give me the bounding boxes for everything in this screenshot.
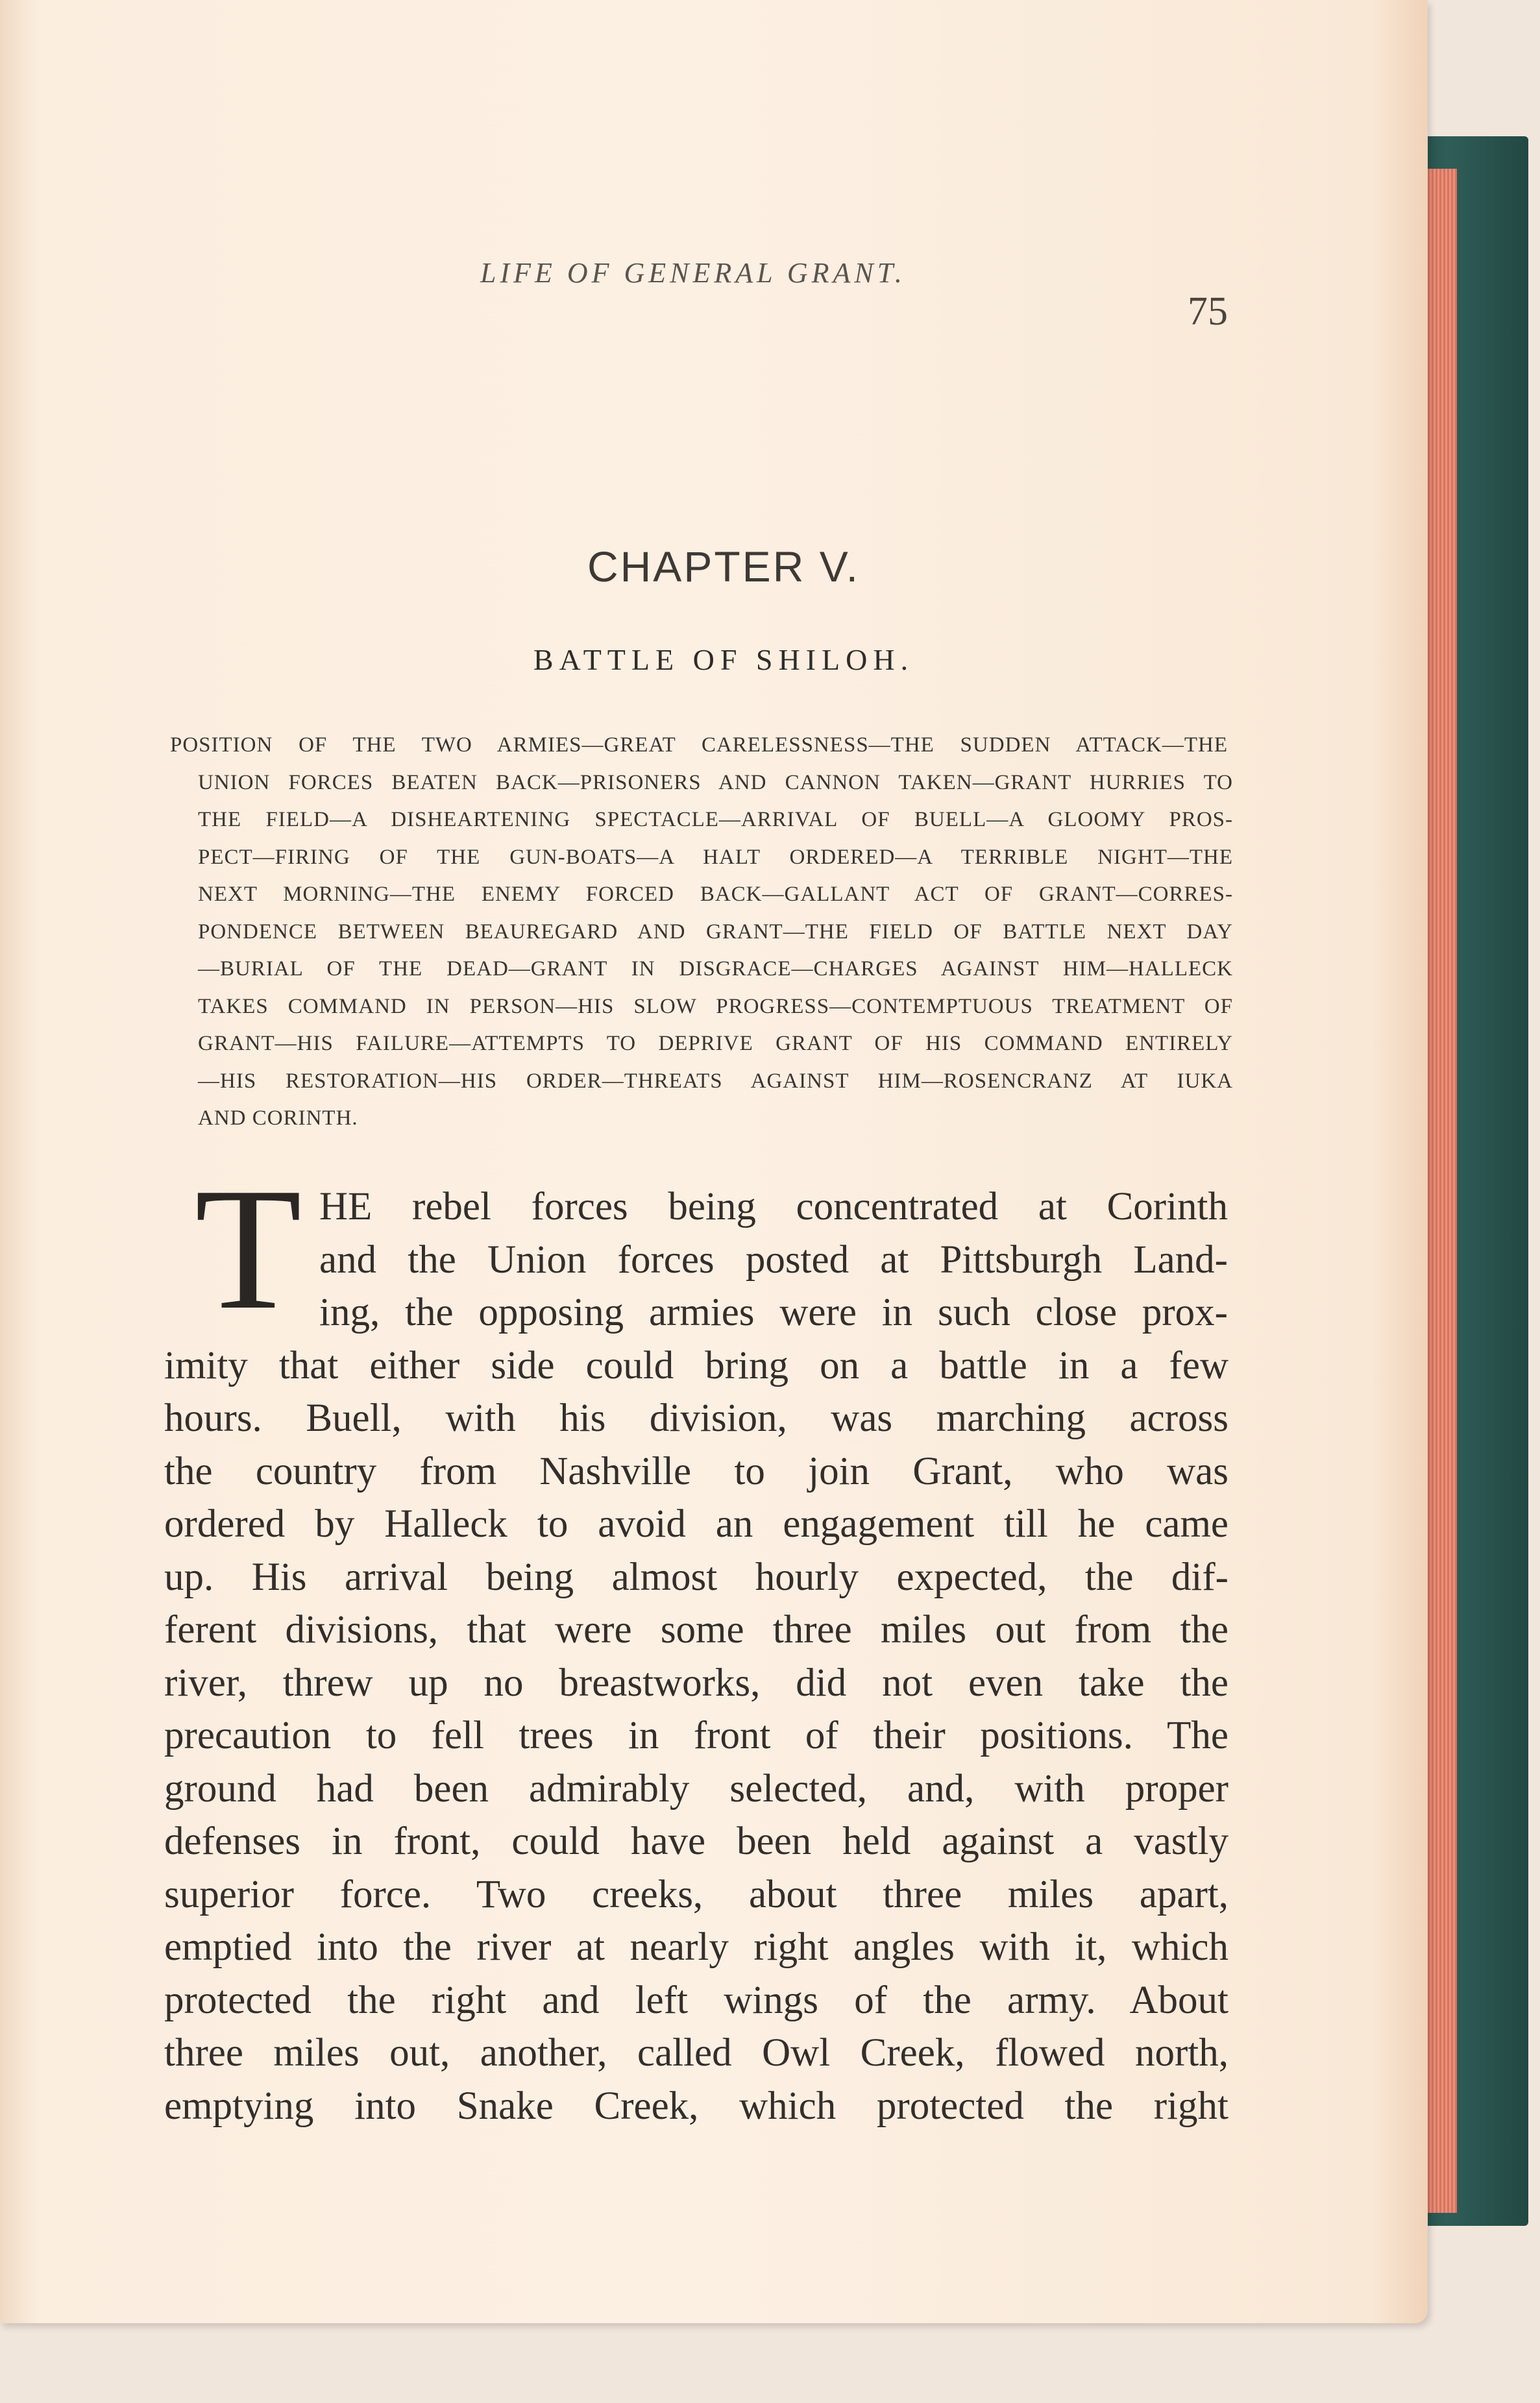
drop-cap: T [195, 1152, 302, 1346]
chapter-subtitle: BATTLE OF SHILOH. [533, 643, 914, 676]
body-line: precaution to fell trees in front of their positions. The [164, 1714, 1228, 1757]
body-line: superior force. Two creeks, about three miles apart, [164, 1872, 1228, 1916]
summary-line: —BURIAL OF THE DEAD—GRANT IN DISGRACE—CHARGES AGAINST HIM—HALLECK [198, 957, 1233, 981]
body-line: HE rebel forces being concentrated at Corinth [319, 1185, 1228, 1228]
body-line: defenses in front, could have been held against a vastly [164, 1820, 1228, 1863]
body-line: hours. Buell, with his division, was marching across [164, 1397, 1228, 1440]
summary-line: NEXT MORNING—THE ENEMY FORCED BACK—GALLANT ACT OF GRANT—CORRES- [198, 883, 1233, 906]
summary-line: AND CORINTH. [198, 1106, 358, 1130]
summary-line: THE FIELD—A DISHEARTENING SPECTACLE—ARRIVAL OF BUELL—A GLOOMY PROS- [198, 808, 1233, 831]
body-line: the country from Nashville to join Grant, who was [164, 1449, 1228, 1493]
body-line: ing, the opposing armies were in such close prox- [319, 1291, 1228, 1334]
body-line: three miles out, another, called Owl Creek, flowed north, [164, 2031, 1228, 2075]
body-line: up. His arrival being almost hourly expected, the dif- [164, 1555, 1228, 1599]
body-line: ground had been admirably selected, and, with proper [164, 1766, 1228, 1811]
running-head: LIFE OF GENERAL GRANT. [480, 257, 906, 289]
body-line: emptied into the river at nearly right angles with it, which [164, 1925, 1228, 1969]
summary-line: PECT—FIRING OF THE GUN-BOATS—A HALT ORDERED—A TERRIBLE NIGHT—THE [198, 845, 1233, 869]
body-line: imity that either side could bring on a battle in a few [164, 1343, 1228, 1387]
summary-line: GRANT—HIS FAILURE—ATTEMPTS TO DEPRIVE GRANT OF HIS COMMAND ENTIRELY [198, 1032, 1233, 1055]
summary-line: POSITION OF THE TWO ARMIES—GREAT CARELESSNESS—THE SUDDEN ATTACK—THE [170, 733, 1228, 757]
body-line: ferent divisions, that were some three miles out from the [164, 1608, 1228, 1652]
summary-line: UNION FORCES BEATEN BACK—PRISONERS AND CANNON TAKEN—GRANT HURRIES TO [198, 770, 1233, 794]
summary-line: PONDENCE BETWEEN BEAUREGARD AND GRANT—THE FIELD OF BATTLE NEXT DAY [198, 920, 1233, 944]
summary-line: TAKES COMMAND IN PERSON—HIS SLOW PROGRESS—CONTEMPTUOUS TREATMENT OF [198, 994, 1233, 1018]
body-line: and the Union forces posted at Pittsburgh Land- [319, 1238, 1228, 1282]
body-line: river, threw up no breastworks, did not even take the [164, 1661, 1228, 1705]
page-number: 75 [1188, 289, 1228, 334]
chapter-title: CHAPTER V. [587, 543, 860, 591]
body-line: emptying into Snake Creek, which protected the right [164, 2084, 1228, 2128]
summary-line: —HIS RESTORATION—HIS ORDER—THREATS AGAINST HIM—ROSENCRANZ AT IUKA [198, 1069, 1233, 1093]
body-line: ordered by Halleck to avoid an engagement till he came [164, 1502, 1228, 1546]
body-line: protected the right and left wings of the army. About [164, 1978, 1228, 2022]
